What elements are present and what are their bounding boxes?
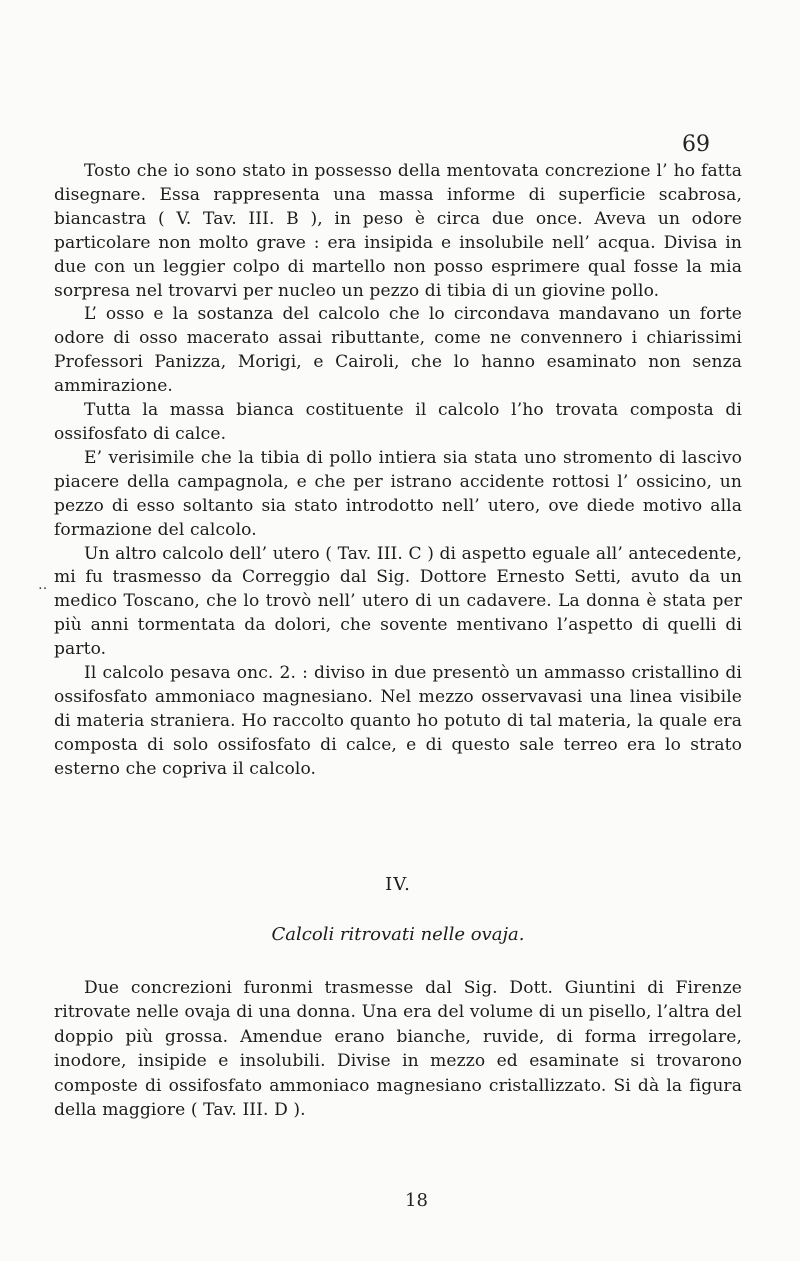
section-text: [54, 976, 742, 1122]
paragraph: E’ verisimile che la tibia di pollo intiera sia stata uno stromento di lascivo piacere della campagnola, e che per istrano accidente rottosi l’ ossicino, un pezzo di esso soltanto sia stato introdotto nell’ utero, ove diede motivo alla formazione del calcolo.: [54, 447, 742, 540]
paragraph: Tutta la massa bianca costituente il calcolo l’ho trovata composta di ossifosfato di calce.: [54, 400, 742, 444]
margin-mark: ‥: [38, 577, 48, 593]
section-title: Calcoli ritrovati nelle ovaja.: [271, 924, 525, 945]
section-number: IV.: [385, 874, 411, 895]
paragraph: Tosto che io sono stato in possesso della mentovata concrezione l’ ho fatta disegnare. Essa rappresenta una massa informe di superficie scabrosa, biancastra ( V. Tav. III. B ), in peso è circa due once. Aveva un odore particolare non molto grave : era insipida e insolubile nell’ acqua. Divisa in due con un leggier colpo di martello non posso esprimere qual fosse la mia sorpresa nel trovarvi per nucleo un pezzo di tibia di un giovine pollo.: [54, 161, 742, 301]
page-number: 69: [682, 132, 710, 157]
paragraph: Il calcolo pesava onc. 2. : diviso in due presentò un ammasso cristallino di ossifosfato ammoniaco magnesiano. Nel mezzo osservavasi una linea visibile di materia straniera. Ho raccolto quanto ho potuto di tal materia, la quale era composta di solo ossifosfato di calce, e di questo sale terreo era lo strato esterno che copriva il calcolo.: [54, 663, 742, 779]
main-text: [54, 160, 742, 782]
paragraph: L’ osso e la sostanza del calcolo che lo circondava mandavano un forte odore di osso macerato assai ributtante, come ne convennero i chiarissimi Professori Panizza, Morigi, e Cairoli, che lo hanno esaminato non senza ammirazione.: [54, 304, 742, 397]
signature-mark: 18: [405, 1190, 428, 1211]
paragraph: Un altro calcolo dell’ utero ( Tav. III. C ) di aspetto eguale all’ antecedente, mi fu trasmesso da Correggio dal Sig. Dottore Ernesto Setti, avuto da un medico Toscano, che lo trovò nell’ utero di un cadavere. La donna è stata per più anni tormentata da dolori, che sovente mentivano l’aspetto di quelli di parto.: [54, 543, 742, 660]
paragraph: Due concrezioni furonmi trasmesse dal Sig. Dott. Giuntini di Firenze ritrovate nelle ovaja di una donna. Una era del volume di un pisello, l’altra del doppio più grossa. Amendue erano bianche, ruvide, di forma irregolare, inodore, insipide e insolubili. Divise in mezzo ed esaminate si trovarono composte di ossifosfato ammoniaco magnesiano cristallizzato. Si dà la figura della maggiore ( Tav. III. D ).: [54, 978, 742, 1121]
